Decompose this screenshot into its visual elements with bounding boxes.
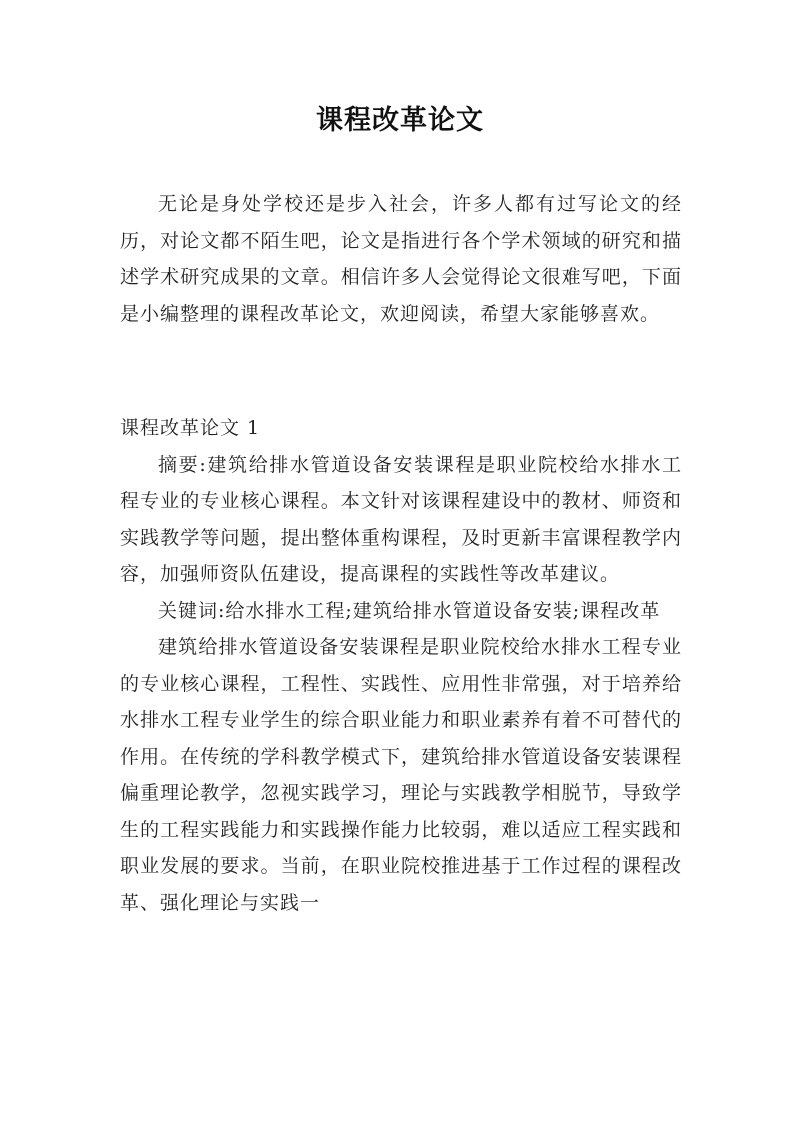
section-heading: 课程改革论文 1 [120, 417, 261, 439]
document-title: 课程改革论文 [316, 105, 484, 136]
abstract-paragraph: 摘要:建筑给排水管道设备安装课程是职业院校给水排水工程专业的专业核心课程。本文针对该课程建设中的教材、师资和实践教学等问题，提出整体重构课程，及时更新丰富课程教学内容，加强师资队伍建设，提高课程的实践性等改革建议。 [120, 453, 682, 585]
keywords-paragraph: 关键词:给水排水工程;建筑给排水管道设备安装;课程改革 [158, 599, 661, 622]
body-paragraph: 建筑给排水管道设备安装课程是职业院校给水排水工程专业的专业核心课程，工程性、实践性、应用性非常强，对于培养给水排水工程专业学生的综合职业能力和职业素养有着不可替代的作用。在传统的学科教学模式下，建筑给排水管道设备安装课程偏重理论教学，忽视实践学习，理论与实践教学相脱节，导致学生的工程实践能力和实践操作能力比较弱，难以适应工程实践和职业发展的要求。当前，在职业院校推进基于工作过程的课程改革、强化理论与实践一 [120, 636, 682, 914]
section-block [120, 410, 682, 921]
intro-paragraph: 无论是身处学校还是步入社会，许多人都有过写论文的经历，对论文都不陌生吧，论文是指进行各个学术领域的研究和描述学术研究成果的文章。相信许多人会觉得论文很难写吧，下面是小编整理的课程改革论文，欢迎阅读，希望大家能够喜欢。 [120, 193, 682, 325]
intro-block [120, 186, 682, 332]
